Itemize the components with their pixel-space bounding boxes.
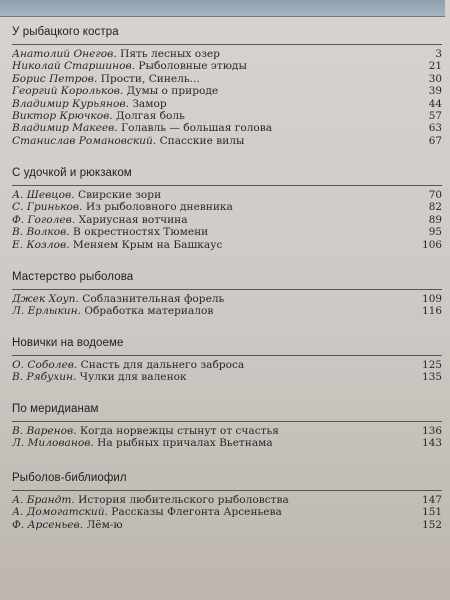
entry-author: Георгий Корольков. [12,85,124,98]
toc-entry [12,239,442,251]
entry-title: Когда норвежцы стынут от счастья [79,425,279,437]
section-divider [12,421,442,422]
entry-title: Долгая боль [116,110,185,123]
entry-author: В. Волков. [12,226,70,239]
entry-page: 44 [428,97,442,110]
entry-page: 151 [422,506,442,519]
entry-page: 106 [422,238,442,251]
entry-page: 3 [435,48,442,60]
entry-title: Обработка материалов [84,305,214,318]
toc-entry [12,425,442,437]
toc-entry [12,85,442,97]
toc-entry [12,506,442,518]
entry-page: 125 [422,359,442,371]
entry-page: 136 [422,425,442,437]
toc-entry [12,201,442,213]
entry-author: О. Соболев. [12,359,78,371]
toc-entry [12,226,442,238]
section-title: У рыбацкого костра [12,26,119,38]
header-band [0,0,445,17]
section-title: С удочкой и рюкзаком [12,167,132,179]
section-s-udochkoi [12,167,442,251]
toc-entry [12,519,442,531]
toc-entry [12,305,442,317]
entry-title: Прости, Синель... [100,72,200,85]
section-divider [12,355,442,356]
toc-entry [12,98,442,110]
toc-entry [12,60,442,72]
entry-title: На рыбных причалах Вьетнама [97,437,273,450]
entry-title: Замор [132,97,167,110]
entry-author: А. Брандт. [12,494,75,506]
entry-title: Меняем Крым на Башкаус [72,238,223,251]
entry-author: Ф. Арсеньев. [12,518,84,531]
entry-page: 67 [428,134,442,147]
toc-entry [12,494,442,506]
entry-page: 30 [428,72,442,85]
section-masterstvo [12,271,442,318]
entry-title: Соблазнительная форель [82,293,225,305]
section-bibliofil [12,472,442,531]
entry-author: А. Шевцов. [12,189,75,201]
section-divider [12,490,442,491]
entry-page: 63 [428,122,442,135]
toc-entry [12,359,442,371]
entry-page: 116 [422,305,442,318]
entry-author: Станислав Романовский. [12,134,157,147]
entry-author: Л. Милованов. [12,437,94,450]
toc-entry [12,371,442,383]
entry-page: 109 [422,293,442,305]
section-novichki [12,337,442,384]
entry-author: В. Рябухин. [12,371,77,384]
entry-author: Джек Хоуп. [12,293,79,305]
entry-title: Спасские вилы [159,134,245,147]
toc-entry [12,48,442,60]
toc-entry [12,189,442,201]
entry-author: Анатолий Онегов. [12,48,117,60]
entry-page: 147 [422,494,442,506]
entry-author: Ф. Гоголев. [12,213,76,226]
entry-page: 95 [428,226,442,239]
entry-title: Лём-ю [86,518,123,531]
entry-title: Чулки для валенок [79,371,187,384]
section-po-meridianam [12,403,442,450]
entry-title: Свирские зори [77,189,162,201]
entry-author: В. Варенов. [12,425,77,437]
section-rybatskogo-kostra [12,26,442,147]
entry-author: Е. Козлов. [12,238,70,251]
entry-page: 21 [428,60,442,73]
section-divider [12,289,442,290]
entry-author: Владимир Макеев. [12,122,118,135]
entry-page: 70 [428,189,442,201]
entry-title: Рыболовные этюды [138,60,247,73]
entry-title: Снасть для дальнего заброса [80,359,245,371]
entry-page: 89 [428,213,442,226]
entry-page: 143 [422,437,442,450]
entry-author: Николай Старшинов. [12,60,136,73]
section-title: Мастерство рыболова [12,271,134,283]
toc-entry [12,135,442,147]
toc-entry [12,214,442,226]
entry-page: 82 [428,201,442,214]
toc-entry [12,73,442,85]
entry-title: Хариусная вотчина [78,213,188,226]
toc-entry [12,437,442,449]
entry-page: 57 [428,110,442,123]
entry-title: Голавль — большая голова [121,122,273,135]
entry-title: Думы о природе [126,85,219,98]
entry-title: В окрестностях Тюмени [73,226,209,239]
toc-entry [12,110,442,122]
entry-title: Из рыболовного дневника [85,201,233,214]
toc-entry [12,293,442,305]
section-title: Новички на водоеме [12,337,124,349]
entry-page: 152 [422,518,442,531]
entry-page: 39 [428,85,442,98]
entry-title: Пять лесных озер [120,48,220,60]
entry-author: С. Гриньков. [12,201,83,214]
entry-title: Рассказы Флегонта Арсеньева [111,506,282,519]
section-divider [12,185,442,186]
entry-author: Владимир Курьянов. [12,97,129,110]
section-title: По меридианам [12,403,99,415]
entry-author: Л. Ерлыкин. [12,305,81,318]
entry-page: 135 [422,371,442,384]
section-divider [12,44,442,45]
entry-author: Борис Петров. [12,72,98,85]
entry-author: Виктор Крючков. [12,110,113,123]
entry-title: История любительского рыболовства [78,494,289,506]
section-title: Рыболов-библиофил [12,472,127,484]
entry-author: А. Домогатский. [12,506,108,519]
toc-entry [12,122,442,134]
